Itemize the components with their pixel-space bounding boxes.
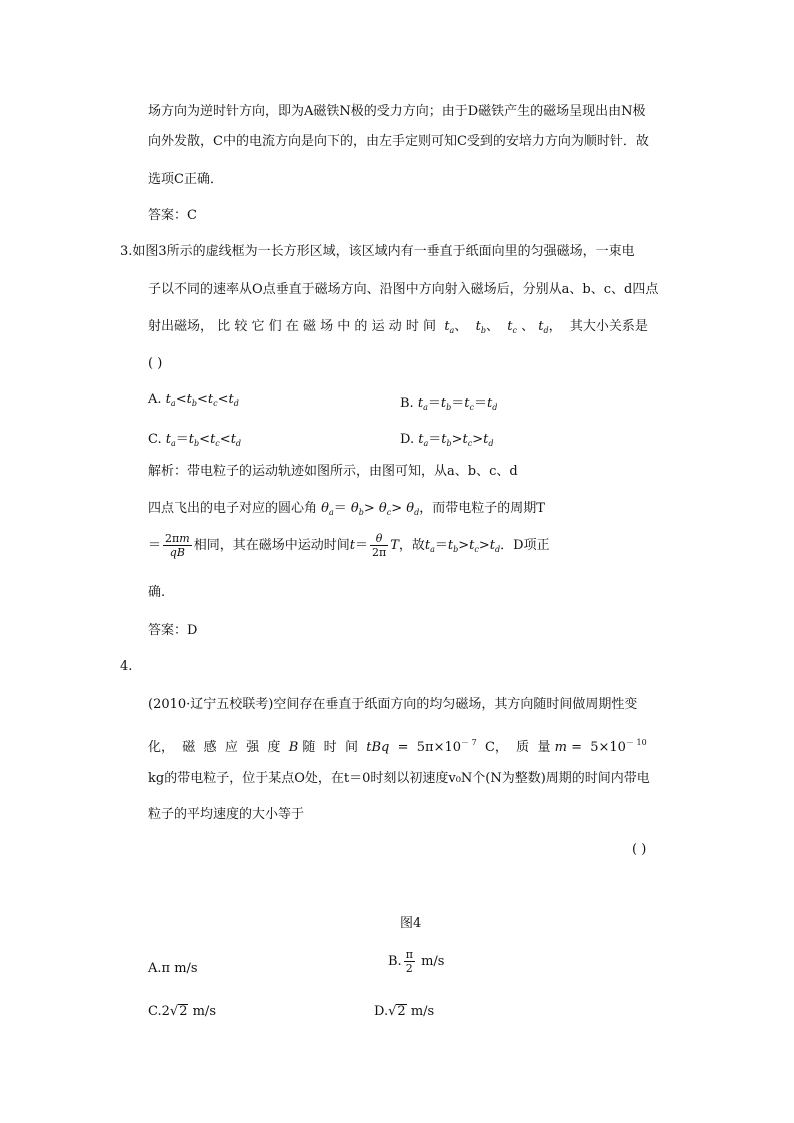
intro-line-3: 选项C正确． <box>148 172 223 187</box>
q4-option-b: B. $\frac{\pi}{2}$ m/s <box>388 948 445 975</box>
q4-option-d: D.√2 m/s <box>374 1004 435 1019</box>
fraction-time: $\frac{\theta}{2\pi}$ <box>371 532 387 559</box>
q3-analysis-line-1: 解析：带电粒子的运动轨迹如图所示，由图可知，从a、b、c、d <box>148 464 518 479</box>
q3-option-d: D. $t_a=t_b>t_c>t_d$ <box>400 432 494 448</box>
q4-bracket: ( ) <box>632 842 647 857</box>
q4-option-c: C.2√2 m/s <box>148 1004 216 1019</box>
q4-line-4: 粒子的平均速度的大小等于 <box>148 807 305 822</box>
figure-caption: 图4 <box>400 916 422 931</box>
q3-bracket: ( ) <box>148 356 163 371</box>
q3-analysis-line-4: 确. <box>148 585 166 600</box>
q3-analysis-line-2: 四点飞出的电子对应的圆心角 $\theta_a= \theta_b> \theta_c> \theta_d$，而带电粒子的周期T <box>148 501 545 517</box>
fraction-period: $\frac{2\pi m}{qB}$ <box>165 532 190 559</box>
answer-d: 答案：D <box>148 623 198 638</box>
q3-line-1: 3.如图3所示的虚线框为一长方形区域，该区域内有一垂直于纸面向里的匀强磁场，一束电 <box>120 244 635 259</box>
q4-line-2: 化， 磁 感 应 强 度 B 随 时 间 tBq = $5\pi\times 10^{- 7}$ C， 质 量 $m = 5\times 10^{- 10}$ <box>148 738 647 755</box>
q3-option-a: A. $t_a<t_b<t_c<t_d$ <box>148 392 239 408</box>
q4-option-a: A.π m/s <box>148 961 198 976</box>
q4-line-1: (2010·辽宁五校联考)空间存在垂直于纸面方向的均匀磁场，其方向随时间做周期性变 <box>148 697 638 712</box>
q3-analysis-line-3: ＝ $\frac{2\pi m}{qB}$ 相同，其在磁场中运动时间t＝ $\frac{\theta}{2\pi}$ T，故$t_a=t_b>t_c>t_d$．D项正 <box>148 532 550 559</box>
q3-line-2: 子以不同的速率从O点垂直于磁场方向、沿图中方向射入磁场后，分别从a、b、c、d四点 <box>148 282 659 297</box>
q4-number: 4. <box>120 659 133 674</box>
sqrt-sign: √2 <box>169 1004 188 1019</box>
q4-line-3: kg的带电粒子，位于某点O处，在t＝0时刻以初速度v₀N个(N为整数)周期的时间内带电 <box>148 771 650 786</box>
sqrt-sign: √2 <box>388 1004 406 1019</box>
answer-c: 答案：C <box>148 208 197 223</box>
q3-option-c: C. $t_a=t_b<t_c<t_d$ <box>148 432 242 448</box>
intro-line-2: 向外发散，C中的电流方向是向下的，由左手定则可知C受到的安培力方向为顺时针．故 <box>148 134 649 149</box>
intro-line-1: 场方向为逆时针方向，即为A磁铁N极的受力方向；由于D磁铁产生的磁场呈现出由N极 <box>148 104 646 119</box>
q3-option-b: B. $t_a=t_b=t_c=t_d$ <box>400 396 498 412</box>
q3-line-3: 射出磁场， 比 较 它 们 在 磁 场 中 的 运 动 时 间 $t_a$、 $t_b$、 $t_c$ 、 $t_d$， 其大小关系是 <box>148 319 648 335</box>
